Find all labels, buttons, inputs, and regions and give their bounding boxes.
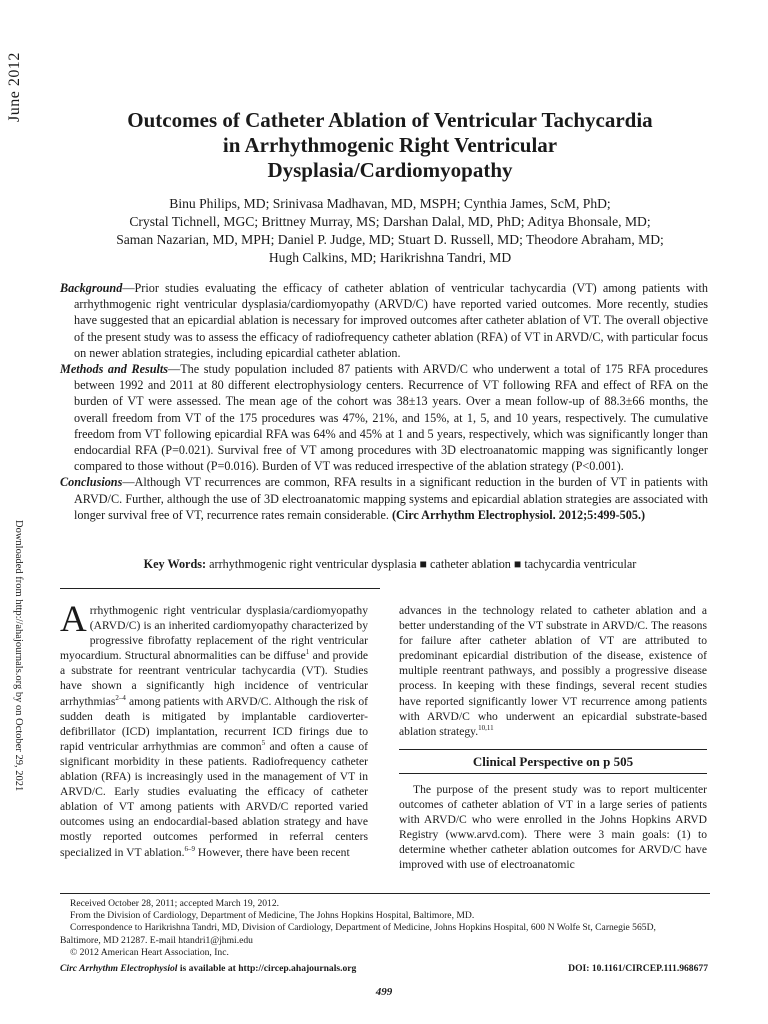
journal-name: Circ Arrhythm Electrophysiol [60,963,178,974]
intro-continued [399,603,707,739]
methods-text: —The study population included 87 patients with ARVD/C who underwent a total of 175 RFA procedures between 1992 and 2011 at 80 different electrophysiology centers. Recurrence of VT following RFA and effect of RFA on the burden of VT were assessed. The mean age of the cohort was 38±13 years. Over a mean follow-up of 88.3±66 months, the overall freedom from VT of the 175 procedures was 47%, 21%, and 15%, at 1, 5, and 10 years, respectively. The cumulative freedom from VT following epicardial RFA was 64% and 45% at 1 and 5 years, respectively, which was significantly longer than endocardial RFA (P=0.021). Survival free of VT among procedures with 3D electroanatomic mapping was significantly longer compared to those without (P=0.016). Burden of VT was reduced irrespective of the ablation strategy (P<0.001). [74,362,709,474]
page-number: 499 [375,986,393,998]
author-line-4: Hugh Calkins, MD; Harikrishna Tandri, MD [268,250,512,265]
author-line-3: Saman Nazarian, MD, MPH; Daniel P. Judge, MD; Stuart D. Russell, MD; Theodore Abraham, MD; [116,232,664,247]
conclusions-text: —Although VT recurrences are common, RFA results in a significant reduction in the burden of VT in patients with ARVD/C. Further, although the use of 3D electroanatomic mapping systems and epicardial ablation strategies are associated with longer survival free of VT, recurrence rates remain considerable. [74,475,708,522]
drop-cap: A [60,599,87,640]
issue-date: June 2012 [6,52,23,122]
title-line-2: in Arrhythmogenic Right Ventricular [222,133,558,157]
ref-sup: 1 [305,648,310,657]
ref-sup: 6–9 [184,844,195,853]
abstract-background [60,280,708,361]
footnotes [60,893,710,959]
correspondence-note: Correspondence to Harikrishna Tandri, MD, Division of Cardiology, Department of Medicine, Johns Hopkins Hospital, 600 N Wolfe St, Carnegie 565D, [70,922,656,934]
purpose-paragraph: The purpose of the present study was to report multicenter outcomes of catheter ablation of VT in a large series of patients with ARVD/C who were enrolled in the Johns Hopkins ARVD Registry (www.arvd.com). There were 3 main goals: (1) to determine whether catheter ablation outcomes for ARVD/C have improved with use of electroanatomic [399,782,707,872]
journal-footer [60,963,708,974]
clinical-perspective-box: Clinical Perspective on p 505 [399,749,707,774]
key-words-text: arrhythmogenic right ventricular dysplasia ■ catheter ablation ■ tachycardia ventricular [206,557,637,571]
doi: DOI: 10.1161/CIRCEP.111.968677 [568,963,708,974]
journal-url-text: is available at http://circep.ahajournals.org [177,963,357,974]
intro-continued-text: advances in the technology related to catheter ablation and a better understanding of the VT substrate in ARVD/C. The reasons for failure after catheter ablation of VT are attributed to predominant epicardial distribution of the disease, existence of multiple reentrant pathways, and possibly a progressive disease process. In keeping with these findings, several recent studies have reported significantly lower VT recurrence among patients with ARVD/C who underwent an epicardial substrate-based ablation strategy. [399,604,707,738]
intro-text-4: and often a cause of significant morbidity in these patients. Radiofrequency catheter ablation (RFA) is increasingly used in the management of VT in ARVD/C. Early studies evaluating the efficacy of catheter ablation of VT among patients with ARVD/C reported varied outcomes using an endocardial-based ablation strategy and have mostly reported outcomes performed in referral centers specialized in VT ablation. [60,739,368,859]
abstract [60,280,708,523]
body-column-right [399,603,707,873]
body-column-left [60,599,369,860]
author-list [60,195,720,267]
author-line-1: Binu Philips, MD; Srinivasa Madhavan, MD, MSPH; Cynthia James, ScM, PhD; [169,196,611,211]
ref-sup: 2–4 [115,693,126,702]
intro-text-3: among patients with ARVD/C. Although the risk of sudden death is mitigated by implantable cardioverter-defibrillator (ICD) implantation, recurrent ICD firings due to rapid ventricular arrhythmias are common [60,694,368,753]
abstract-methods [60,361,708,474]
key-words-label: Key Words: [143,557,207,571]
background-label: Background [60,281,123,295]
article-title [60,108,720,183]
journal-availability [60,963,356,974]
intro-text-1: rrhythmogenic right ventricular dysplasia/cardiomyopathy (ARVD/C) is an inherited cardiomyopathy characterized by progressive fibrofatty replacement of the right ventricular myocardium. Structural abnormalities can be diffuse [60,604,368,663]
download-notice: Downloaded from http://ahajournals.org by on October 29, 2021 [13,520,24,792]
ref-sup: 10,11 [478,723,494,732]
intro-text-5: However, there have been recent [195,845,350,859]
methods-label: Methods and Results [60,362,169,377]
key-words [60,557,720,572]
intro-paragraph [60,599,369,860]
author-line-2: Crystal Tichnell, MGC; Brittney Murray, MS; Darshan Dalal, MD, PhD; Aditya Bhonsale, MD; [129,214,651,229]
ref-sup: 5 [261,738,266,747]
conclusions-label: Conclusions [60,475,123,490]
affiliation-note: From the Division of Cardiology, Department of Medicine, The Johns Hopkins Hospital, Baltimore, MD. [70,910,475,922]
intro-text-2: and provide a substrate for reentrant ventricular tachycardia (VT). Studies have shown a significantly high incidence of ventricular arrhythmias [60,649,369,708]
title-line-1: Outcomes of Catheter Ablation of Ventricular Tachycardia [127,108,653,132]
title-line-3: Dysplasia/Cardiomyopathy [267,158,513,182]
abstract-citation: (Circ Arrhythm Electrophysiol. 2012;5:499-505.) [391,507,646,522]
copyright-note: © 2012 American Heart Association, Inc. [70,946,229,958]
background-text: —Prior studies evaluating the efficacy of catheter ablation of ventricular tachycardia (VT) among patients with arrhythmogenic right ventricular dysplasia/cardiomyopathy (ARVD/C) have reported varied outcomes. More recently, studies have suggested that an epicardial ablation is necessary for improved outcomes after catheter ablation of VT. The overall objective of the present study was to assess the efficacy of radiofrequency catheter ablation (RFA) of VT in ARVD/C, with particular focus on newer ablation strategies, including epicardial catheter ablation. [74,281,708,360]
correspondence-note-2: Baltimore, MD 21287. E-mail htandri1@jhmi.edu [60,934,253,946]
received-note: Received October 28, 2011; accepted March 19, 2012. [70,898,280,909]
abstract-conclusions [60,474,708,523]
section-divider [60,588,380,589]
